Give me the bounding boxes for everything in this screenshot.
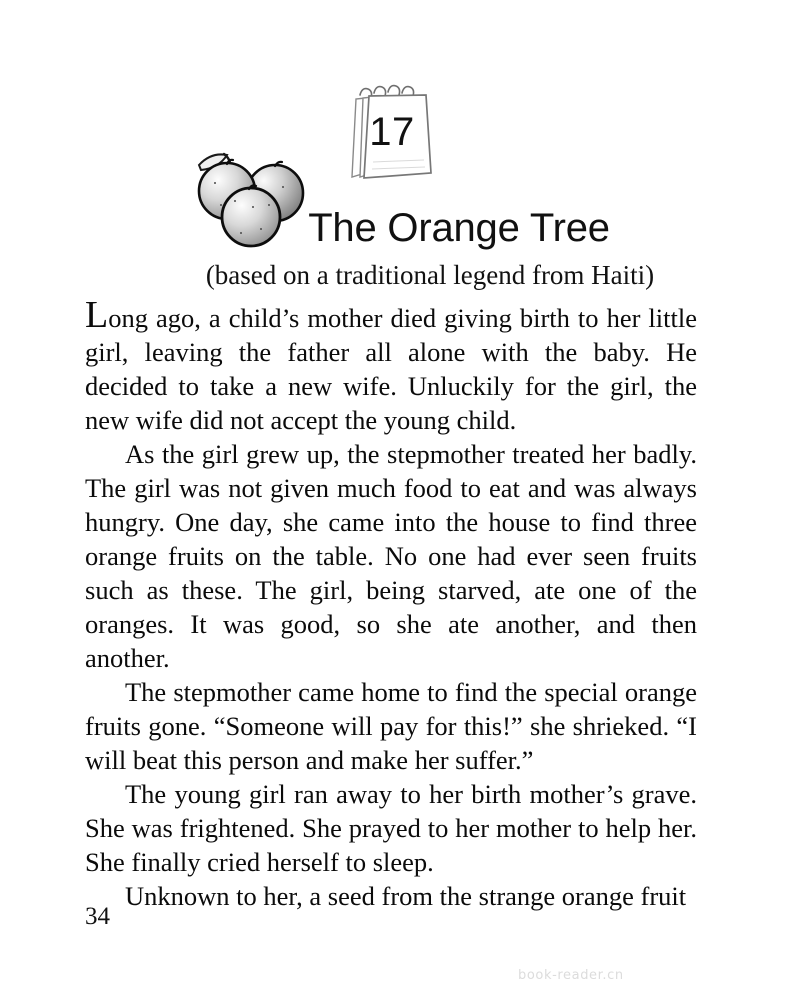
- story-body: [85, 294, 697, 913]
- paragraph: [85, 294, 697, 437]
- watermark: book-reader.cn: [518, 968, 624, 983]
- paragraph: The young girl ran away to her birth mother’s grave. She was frightened. She prayed to her mother to help her. She finally cried herself to sleep.: [85, 779, 697, 877]
- paragraph: Unknown to her, a seed from the strange orange fruit: [125, 881, 687, 911]
- chapter-title: The Orange Tree: [308, 206, 610, 250]
- paragraph: As the girl grew up, the stepmother treated her badly. The girl was not given much food to eat and was always hungry. One day, she came into the house to find three orange fruits on the table. No one had ever seen fruits such as these. The girl, being starved, ate one of the oranges. It was good, so she ate another, and then another.: [85, 439, 697, 673]
- paragraph-text: ong ago, a child’s mother died giving birth to her little girl, leaving the father all alone with the baby. He decided to take a new wife. Unluckily for the girl, the new wife did not accept the young child.: [85, 303, 697, 435]
- paragraph: The stepmother came home to find the special orange fruits gone. “Someone will pay for this!” she shrieked. “I will beat this person and make her suffer.”: [85, 677, 697, 775]
- page-number: 34: [85, 903, 110, 930]
- chapter-header: [0, 0, 800, 290]
- chapter-number: 17: [369, 110, 415, 154]
- calendar-illustration: [336, 78, 448, 190]
- initial-cap: L: [85, 294, 109, 336]
- chapter-subtitle: (based on a traditional legend from Haiti): [205, 260, 655, 290]
